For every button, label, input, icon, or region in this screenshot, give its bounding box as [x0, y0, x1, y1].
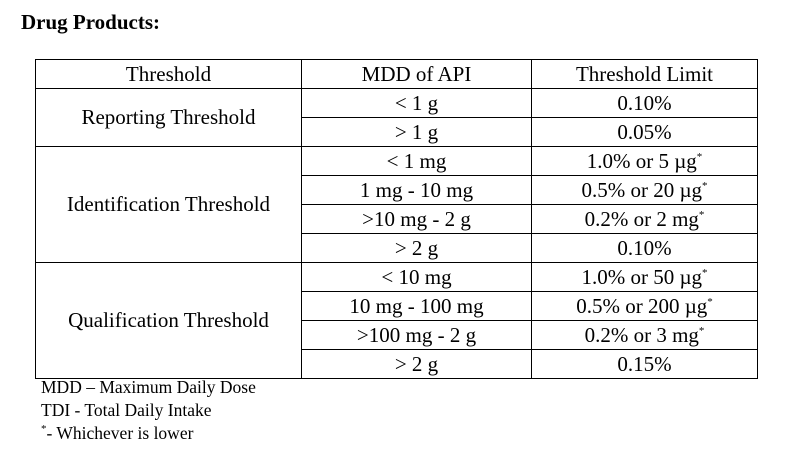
footnote-mdd: MDD – Maximum Daily Dose: [41, 377, 256, 397]
limit-value: 0.05%: [617, 119, 672, 144]
table-row: [36, 147, 758, 176]
limit-value: 0.2% or 3 mg: [584, 322, 699, 347]
limit-cell: [532, 205, 758, 234]
footnotes: [41, 376, 256, 445]
footnote-whichever-lower: [41, 422, 256, 445]
limit-value: 0.5% or 20 µg: [581, 177, 703, 202]
footnote-star: *: [702, 179, 708, 192]
mdd-cell: < 1 g: [302, 89, 532, 118]
limit-cell: [532, 321, 758, 350]
footnote-star: *: [696, 150, 703, 163]
table-header-row: [36, 60, 758, 89]
mdd-cell: >100 mg - 2 g: [302, 321, 532, 350]
limit-value: 0.10%: [617, 235, 672, 260]
limit-value: 0.10%: [617, 90, 672, 115]
limit-value: 0.2% or 2 mg: [584, 206, 699, 231]
mdd-cell: > 2 g: [302, 234, 532, 263]
limit-cell: [532, 263, 758, 292]
limit-cell: [532, 292, 758, 321]
footnote-star-text: - Whichever is lower: [46, 423, 194, 443]
group-reporting-threshold: Reporting Threshold: [36, 89, 302, 147]
limit-cell: [532, 147, 758, 176]
footnote-star: *: [698, 208, 705, 221]
mdd-cell: > 2 g: [302, 350, 532, 379]
page-heading: Drug Products:: [21, 10, 161, 34]
limit-cell: [532, 234, 758, 263]
footnote-star-mark: *: [41, 423, 47, 436]
group-qualification-threshold: Qualification Threshold: [36, 263, 302, 379]
limit-value: 0.15%: [617, 351, 672, 376]
mdd-cell: 10 mg - 100 mg: [302, 292, 532, 321]
limit-cell: [532, 118, 758, 147]
limit-value: 1.0% or 5 µg: [586, 148, 697, 173]
mdd-cell: >10 mg - 2 g: [302, 205, 532, 234]
header-mdd-of-api: MDD of API: [302, 60, 532, 89]
footnote-star: *: [702, 266, 708, 279]
limit-value: 1.0% or 50 µg: [581, 264, 703, 289]
limit-cell: [532, 350, 758, 379]
mdd-cell: < 1 mg: [302, 147, 532, 176]
limit-cell: [532, 176, 758, 205]
mdd-cell: < 10 mg: [302, 263, 532, 292]
limit-cell: [532, 89, 758, 118]
header-threshold-limit: Threshold Limit: [532, 60, 758, 89]
table-row: [36, 89, 758, 118]
limit-value: 0.5% or 200 µg: [576, 293, 708, 318]
mdd-cell: 1 mg - 10 mg: [302, 176, 532, 205]
group-identification-threshold: Identification Threshold: [36, 147, 302, 263]
threshold-table: [35, 59, 758, 379]
footnote-star: *: [698, 324, 705, 337]
footnote-star: *: [707, 295, 713, 308]
footnote-tdi: TDI - Total Daily Intake: [41, 400, 212, 420]
mdd-cell: > 1 g: [302, 118, 532, 147]
table-row: [36, 263, 758, 292]
header-threshold: Threshold: [36, 60, 302, 89]
